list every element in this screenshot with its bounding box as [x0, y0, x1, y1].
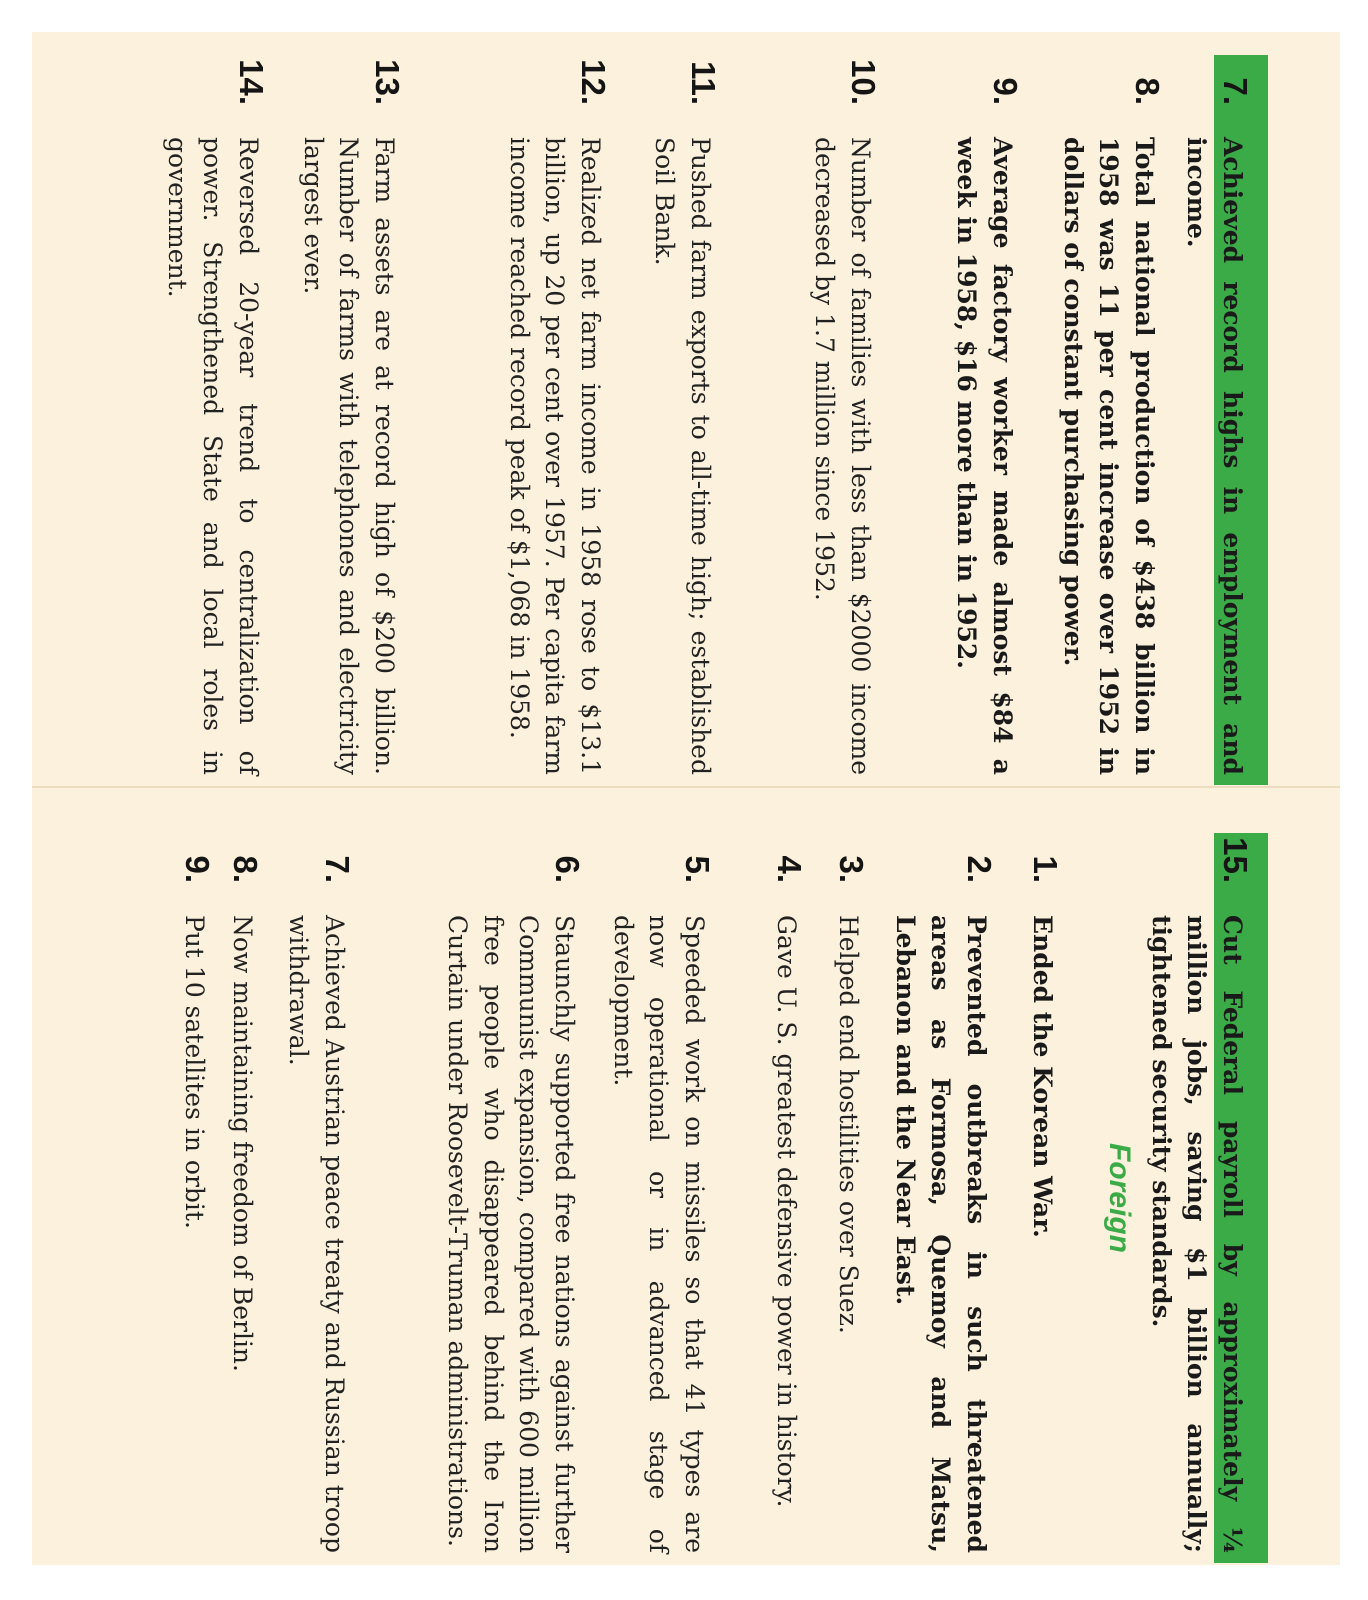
list-item: [822, 833, 884, 1563]
item-text: Pushed farm exports to all-time high; established Soil Bank.: [650, 137, 715, 775]
item-text: Number of families with less than $2000 income decreased by 1.7 million since 1952.: [810, 137, 875, 775]
item-text: Average factory worker made almost $84 a week in 1958, $16 more than in 1952.: [952, 137, 1017, 775]
item-number: 13.: [369, 59, 406, 105]
item-text: Cut Federal payroll by approximately ¼ million jobs, saving $1 billion annually; tightened security standards.: [1147, 915, 1247, 1553]
item-text: Realized net farm income in 1958 rose to $13.1 billion, up 20 per cent over 1957. Per capita farm income reached record peak of $1,068 in 1958.: [505, 137, 605, 775]
achievement-list: [179, 833, 1268, 1563]
list-item: [420, 55, 626, 785]
list-item: [896, 55, 1038, 785]
item-number: 10.: [845, 59, 882, 105]
panel-foreign: [76, 833, 1268, 1563]
item-text: Gave U. S. greatest defensive power in history.: [772, 915, 801, 1508]
item-text: Speeded work on missiles so that 41 types are now operational or in advanced stage of development.: [609, 915, 709, 1553]
item-number: 15.: [1217, 837, 1254, 883]
item-text: Achieved Austrian peace treaty and Russian troop withdrawal.: [284, 915, 349, 1553]
list-item: [600, 833, 730, 1563]
list-item: [284, 55, 420, 785]
item-number: 8.: [227, 855, 264, 883]
list-item: [884, 833, 1012, 1563]
item-number: 6.: [549, 855, 586, 883]
item-number: 5.: [679, 855, 716, 883]
list-item: [179, 833, 230, 1563]
section-heading: Foreign: [1103, 1143, 1136, 1253]
list-item: [1180, 55, 1268, 785]
item-number: 1.: [1027, 855, 1064, 883]
list-item: [736, 55, 896, 785]
list-item: [626, 55, 736, 785]
list-item: [1038, 55, 1180, 785]
list-item: [1147, 833, 1268, 1563]
fold-line: [32, 786, 1340, 788]
item-number: 2.: [961, 855, 998, 883]
item-text: Achieved record highs in employment and income.: [1182, 137, 1247, 775]
item-text: Now maintaining freedom of Berlin.: [228, 915, 257, 1372]
item-text: Reversed 20-year trend to centralization of power. Strengthened State and local roles in government.: [163, 137, 263, 775]
list-item: [1012, 833, 1078, 1563]
item-text: Staunchly supported free nations against further Communist expansion, compared with 600 million free people who disappeared behind the Iron Curtain under Roosevelt-Truman administrations.: [443, 915, 579, 1553]
achievement-list: [144, 55, 1268, 785]
item-number: 8.: [1129, 77, 1166, 105]
list-item: [227, 833, 278, 1563]
item-number: 9.: [987, 77, 1024, 105]
item-number: 12.: [575, 59, 612, 105]
item-number: 9.: [179, 855, 216, 883]
item-number: 7.: [1217, 77, 1254, 105]
list-item: [144, 55, 284, 785]
item-text: Farm assets are at record high of $200 billion. Number of farms with telephones and electricity largest ever.: [299, 137, 399, 775]
item-text: Helped end hostilities over Suez.: [834, 915, 863, 1334]
item-number: 3.: [833, 855, 870, 883]
item-number: 7.: [319, 855, 356, 883]
panel-domestic-continued: [76, 55, 1268, 785]
item-text: Total national production of $438 billion in 1958 was 11 per cent increase over 1952 in dollars of constant purchasing power.: [1059, 137, 1159, 775]
item-number: 4.: [771, 855, 808, 883]
item-text: Prevented outbreaks in such threatened areas as Formosa, Quemoy and Matsu, Lebanon and the Near East.: [891, 915, 991, 1553]
item-text: Ended the Korean War.: [1028, 915, 1057, 1238]
list-item: [370, 833, 600, 1563]
list-item: [278, 833, 370, 1563]
item-text: Put 10 satellites in orbit.: [180, 915, 209, 1229]
list-item: [730, 833, 822, 1563]
item-number: 14.: [233, 59, 270, 105]
item-number: 11.: [685, 60, 722, 105]
